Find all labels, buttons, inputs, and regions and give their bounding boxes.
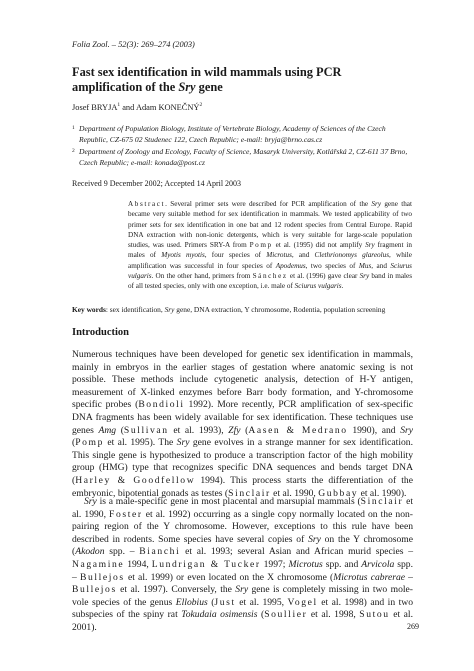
citation: Pomp bbox=[75, 437, 104, 449]
affiliation-2-text: Department of Zoology and Ecology, Faculty of Science, Masaryk University, Kotlářská 2, CZ-611 37 Brno, Czech Republic; e-mail: konada@post.cz bbox=[79, 147, 408, 167]
affiliation-2-sup: 2 bbox=[72, 148, 75, 154]
title-tail: gene bbox=[195, 80, 223, 94]
abstract-citation: Sánchez bbox=[252, 272, 288, 281]
taxon-name: Arvicola bbox=[361, 558, 395, 570]
body-text: is a male-specific gene in most placental and marsupial mammals ( bbox=[96, 496, 361, 507]
abstract-label: Abstract bbox=[128, 200, 166, 208]
abstract-italic: Clethrionomys glareolus bbox=[314, 251, 389, 260]
taxon-name: Microtus bbox=[288, 558, 323, 570]
affiliation-1-text: Department of Population Biology, Institute of Vertebrate Biology, Academy of Sciences of the Czech Republic, CZ-675 02 Studenec 122, Czech Republic; e-mail: bryja@brno.cas.cz bbox=[79, 124, 386, 144]
abstract-text: , and bbox=[371, 261, 391, 270]
page-number: 269 bbox=[407, 622, 419, 631]
gene-name: Sry bbox=[235, 584, 249, 596]
body-text: et al. 1998, bbox=[307, 609, 360, 621]
body-text: et al. 1997). Conversely, the bbox=[116, 584, 236, 596]
body-text: 1990), and bbox=[347, 424, 401, 436]
intro-paragraph-1 bbox=[72, 349, 413, 500]
gene-name: Sry bbox=[84, 496, 97, 507]
body-text: spp. – bbox=[72, 558, 413, 583]
abstract-text: et al. (1996) gave clear bbox=[287, 272, 360, 281]
citation: Sullivan bbox=[123, 424, 169, 436]
abstract-italic: Sry bbox=[371, 200, 382, 208]
taxon-name: Akodon bbox=[75, 546, 105, 558]
body-text: et al. 1990, bbox=[270, 487, 319, 499]
body-text: gene is completely missing in two mole-vole species of the genus bbox=[72, 584, 413, 608]
taxon-name: Microtus cabrerae bbox=[333, 571, 405, 583]
taxon-name: Tokudaia osimensis bbox=[181, 609, 258, 621]
abstract-text: et al. (1995) did not amplify bbox=[272, 241, 366, 250]
section-heading-introduction: Introduction bbox=[72, 327, 129, 338]
body-text: – bbox=[405, 571, 413, 583]
title-gene: Sry bbox=[178, 80, 196, 94]
abstract-text: . On the other hand, primers from bbox=[151, 272, 253, 281]
abstract-text: , four species of bbox=[204, 251, 267, 260]
authors bbox=[72, 102, 202, 112]
citation: Bianchi bbox=[139, 546, 181, 558]
body-text: et al. 1999) or even located on the X chromosome ( bbox=[124, 571, 334, 583]
abstract-italic: Sry bbox=[365, 241, 375, 250]
affiliation-2 bbox=[72, 147, 412, 168]
intro-paragraph-2 bbox=[72, 496, 413, 635]
body-text: ( bbox=[240, 424, 249, 436]
abstract-italic: Myotis myotis bbox=[161, 251, 205, 260]
abstract-italic: Mus bbox=[358, 261, 372, 270]
citation: Gubbay bbox=[318, 487, 359, 499]
gene-name: Zfy bbox=[228, 424, 241, 436]
citation: Nagamine bbox=[72, 558, 125, 570]
body-text: 1994). This process starts the differentiation of the embryonic, bipotential gonads as testes ( bbox=[72, 474, 413, 499]
abstract-italic: Apodemus bbox=[275, 261, 306, 270]
citation: Sinclair bbox=[228, 487, 271, 499]
citation: Bondioli bbox=[138, 399, 185, 411]
abstract-italic: Sciurus vulgaris bbox=[128, 261, 412, 281]
citation: Just bbox=[214, 596, 236, 608]
body-text: spp. – bbox=[104, 546, 140, 558]
body-text: et al. 1998) and in two subspecies of the spiny rat bbox=[72, 596, 414, 621]
author-1: Josef BRYJA bbox=[72, 102, 118, 112]
body-text: et al. 2001). bbox=[72, 609, 413, 633]
abstract-italic: Sry bbox=[359, 272, 370, 281]
abstract-text: , and bbox=[291, 251, 315, 260]
taxon-name: Ellobius bbox=[175, 596, 208, 608]
affiliation-1 bbox=[72, 124, 412, 145]
body-text: on the Y chromosome ( bbox=[72, 533, 413, 558]
abstract-text: band in males of all tested species, only with one exception, i.e. male of bbox=[128, 272, 412, 291]
citation: Sutou bbox=[359, 609, 390, 621]
title-main: Fast sex identification in wild mammals using PCR amplification of the bbox=[72, 65, 342, 94]
keywords-label: Key words bbox=[72, 305, 106, 314]
author-1-sup: 1 bbox=[117, 102, 121, 108]
body-text: et al. 1993), bbox=[168, 424, 229, 436]
body-text: et al. 1995). The bbox=[104, 437, 177, 449]
abstract bbox=[128, 199, 412, 292]
abstract-citation: Pomp bbox=[249, 241, 273, 250]
body-text: gene evolves in a strange manner for sex identification. This single gene is hypothesized to produce a transcription factor of the high mobility group (HMG) type that recognizes specific DNA sequences and bends target DNA ( bbox=[72, 437, 414, 486]
body-text: et al. 1993; several Asian and African murid species – bbox=[180, 546, 414, 558]
body-text: ( bbox=[207, 596, 215, 608]
keywords bbox=[72, 305, 412, 315]
body-text: spp. and bbox=[322, 558, 362, 570]
keywords-text: gene, DNA extraction, Y chromosome, Rodentia, population screening bbox=[174, 305, 386, 314]
affiliation-1-sup: 1 bbox=[72, 125, 75, 131]
body-text: ( bbox=[257, 609, 265, 621]
author-2: and Adam KONEČNÝ bbox=[120, 102, 200, 112]
body-text: et al. 1992) occurring as a single copy normally located on the non-pairing region of the Y chromosome. However, exceptions to this rule have been described in rodents. Some species have several copies of bbox=[72, 508, 413, 545]
body-text: et al. 1990, bbox=[72, 496, 413, 520]
gene-name: Sry bbox=[400, 424, 414, 436]
abstract-text: , two species of bbox=[305, 261, 359, 270]
gene-name: Amg bbox=[98, 424, 117, 436]
gene-name: Sry bbox=[176, 437, 190, 449]
journal-citation: Folia Zool. – 52(3): 269–274 (2003) bbox=[72, 40, 195, 49]
abstract-text: , while amplification was successful in four species of bbox=[128, 251, 412, 270]
body-text: Numerous techniques have been developed for genetic sex identification in mammals, mainly in embryos in the earlier stages of gestation where anatomic sexing is not possible. These methods include cytogenetic analysis, detection of H-Y antigen, measurement of X-linked enzymes before Barr body formation, and Y-chromosome specific probes ( bbox=[72, 349, 413, 411]
abstract-text: . bbox=[341, 282, 344, 291]
abstract-italic: Sciurus vulgaris bbox=[294, 282, 342, 291]
citation: Bullejos bbox=[79, 571, 125, 583]
citation: Sinclair bbox=[360, 496, 404, 507]
citation: Aasen & Medrano bbox=[248, 424, 348, 436]
keywords-italic: Sry bbox=[164, 305, 175, 314]
citation: Vogel bbox=[287, 596, 318, 608]
abstract-text: fragment in males of bbox=[128, 241, 412, 260]
gene-name: Sry bbox=[308, 533, 321, 545]
citation: Bullejos bbox=[72, 584, 117, 596]
body-text: ( bbox=[116, 424, 124, 436]
citation: Foster bbox=[109, 508, 143, 520]
body-text: 1994, bbox=[124, 558, 152, 570]
keywords-text: : sex identification, bbox=[105, 305, 165, 314]
abstract-text: gene that became very suitable method for sex identification in mammals. We tested applicability of two primer sets for sex identification in one bat and 12 rodent species from Central Europe. Rapid DNA extraction with non-ionic detergents, which is very suitable for large-scale population studies, was used. Primers SRY-A from bbox=[128, 200, 412, 250]
citation: Lundrigan & Tucker bbox=[151, 558, 261, 570]
article-title bbox=[72, 65, 412, 95]
author-2-sup: 2 bbox=[199, 102, 203, 108]
body-text: 1997; bbox=[260, 558, 289, 570]
body-text: et al. 1995, bbox=[235, 596, 288, 608]
body-text: ( bbox=[72, 437, 76, 449]
citation: Soullier bbox=[264, 609, 308, 621]
citation: Harley & Goodfellow bbox=[75, 474, 196, 486]
abstract-italic: Microtus bbox=[266, 251, 292, 260]
abstract-text: . Several primer sets were described for PCR amplification of the bbox=[165, 200, 372, 208]
received-date: Received 9 December 2002; Accepted 14 April 2003 bbox=[72, 179, 242, 188]
body-text: 1992). More recently, PCR amplification of sex-specific DNA fragments has been widely available for sex identification. These techniques use genes bbox=[72, 399, 413, 436]
body-text: et al. 1990). bbox=[358, 487, 407, 499]
